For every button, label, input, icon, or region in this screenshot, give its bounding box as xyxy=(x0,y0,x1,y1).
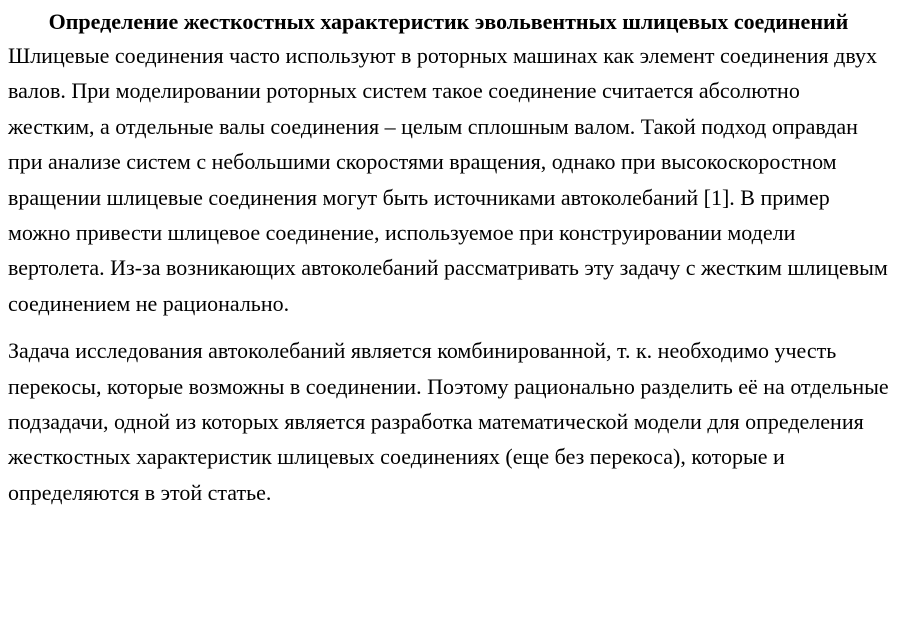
body-paragraph-2: Задача исследования автоколебаний является комбинированной, т. к. необходимо учесть перекосы, которые возможны в соединении. Поэтому рационально разделить её на отдельные подзадачи, одной из которых является разработка математической модели для определения жесткостных характеристик шлицевых соединениях (еще без перекоса), которые и определяются в этой статье. xyxy=(8,338,889,505)
body-paragraph-1: Шлицевые соединения часто используют в роторных машинах как элемент соединения двух валов. При моделировании роторных систем такое соединение считается абсолютно жестким, а отдельные валы соединения – целым сплошным валом. Такой подход оправдан при анализе систем с небольшими скоростями вращения, однако при высокоскоростном вращении шлицевые соединения могут быть источниками автоколебаний [1]. В пример можно привести шлицевое соединение, используемое при конструировании модели вертолета. Из-за возникающих автоколебаний рассматривать эту задачу с жестким шлицевым соединением не рационально. xyxy=(8,43,888,316)
article-title: Определение жесткостных характеристик эвольвентных шлицевых соединений xyxy=(48,9,849,34)
